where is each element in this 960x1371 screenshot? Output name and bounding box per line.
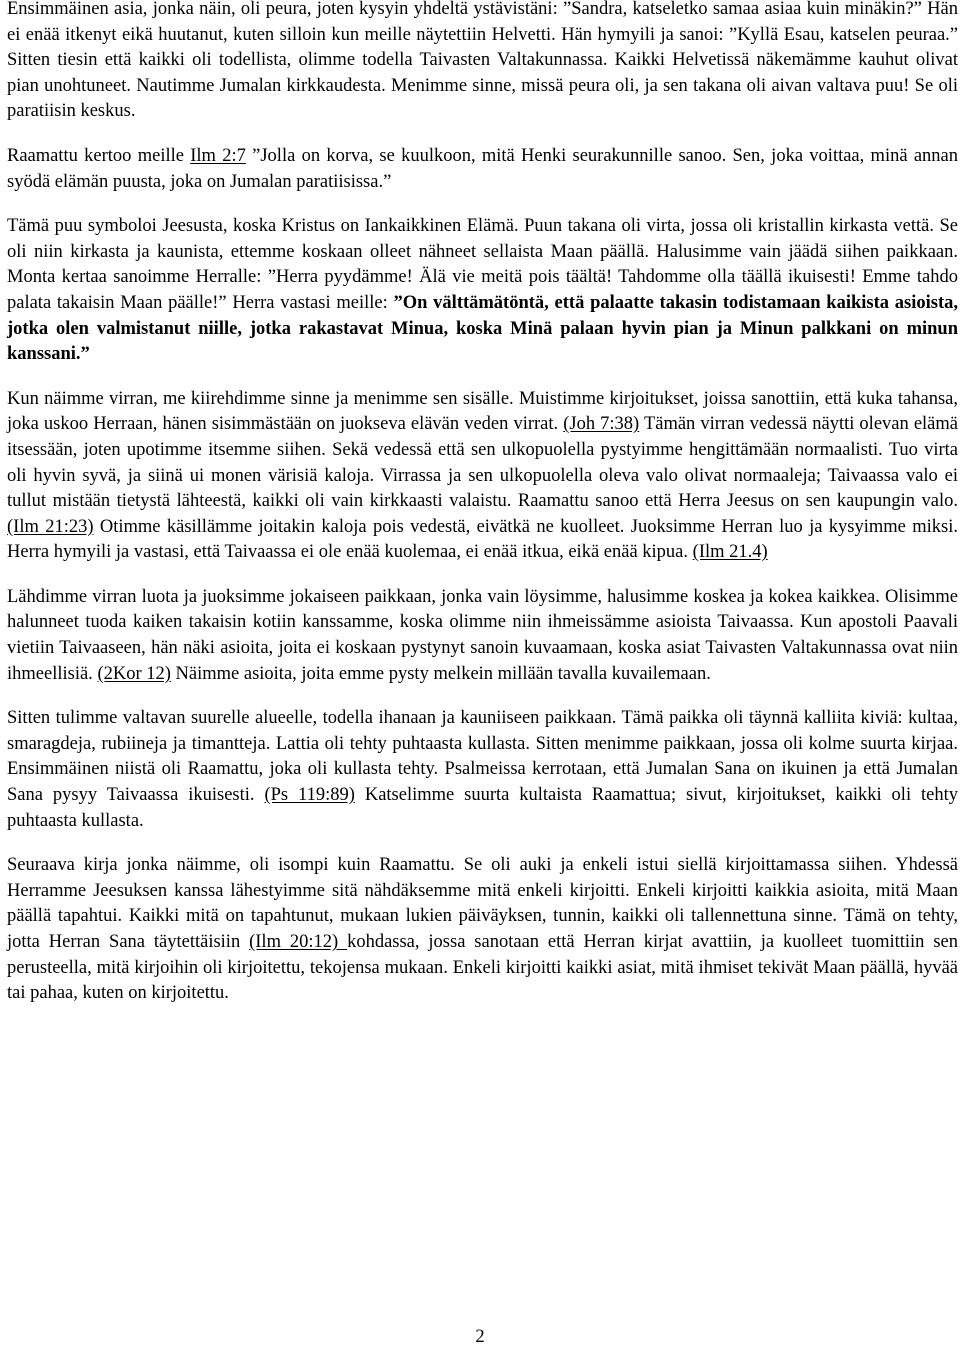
scripture-link-ilm-2-7[interactable]: Ilm 2:7: [190, 145, 246, 166]
paragraph-5-text-2: Näimme asioita, joita emme pysty melkein millään tavalla kuvailemaan.: [170, 663, 711, 684]
document-page: [7, 0, 958, 1026]
paragraph-1-text: Ensimmäinen asia, jonka näin, oli peura, joten kysyin yhdeltä ystävistäni: ”Sandra, katseletko samaa asiaa kuin minäkin?” Hän ei enää itkenyt eikä huutanut, kuten silloin kun meille näytettiin Helvetti. Hän hymyili ja sanoi: ”Kyllä Esau, katselen peuraa.” Sitten tiesin että kaikki oli todellista, olimme todella Taivasten Valtakunnassa. Kaikki Helvetissä näkemämme kauhut olivat pian unohtuneet. Nautimme Jumalan kirkkaudesta. Menimme sinne, missä peura oli, ja sen takana oli aivan valtava puu! Se oli paratiisin keskus.: [7, 0, 958, 122]
paragraph-5-text-1: Lähdimme virran luota ja juoksimme jokaiseen paikkaan, jonka vain löysimme, halusimme koskea ja kokea kaikkea. Olisimme halunneet tuoda kaiken takaisin kotiin kanssamme, koska olimme niin ihmeissämme asioista Taivaassa. Kun apostoli Paavali vietiin Taivaaseen, hän näki asioita, joita ei koskaan pystynyt sanoin kuvaamaan, koska asiat Taivasten Valtakunnassa ovat niin ihmeellisiä.: [7, 586, 958, 684]
paragraph-3-bold-quote: ”On välttämätöntä, että palaatte takasin todistamaan kaikista asioista, jotka olen valmistanut niille, jotka rakastavat Minua, koska Minä palaan hyvin pian ja Minun palkkani on minun kanssani.”: [7, 292, 958, 365]
scripture-link-ilm-21-23[interactable]: (Ilm 21:23): [7, 516, 94, 537]
paragraph-7-text-2: kohdassa, jossa sanotaan että Herran kirjat avattiin, ja kuolleet tuomittiin sen perusteella, mitä kirjoihin oli kirjoitettu, tekojensa mukaan. Enkeli kirjoitti kaikki asiat, mitä ihmiset tekivät Maan päällä, hyvää tai pahaa, kuten on kirjoitettu.: [7, 932, 958, 1004]
paragraph-2: [7, 144, 958, 195]
paragraph-6: [7, 706, 958, 834]
scripture-link-ilm-20-12[interactable]: (Ilm 20:12): [249, 932, 348, 952]
paragraph-4: [7, 387, 958, 566]
paragraph-2-text-after: ”Jolla on korva, se kuulkoon, mitä Henki seurakunnille sanoo. Sen, joka voittaa, minä annan syödä elämän puusta, joka on Jumalan paratiisissa.”: [7, 145, 958, 192]
paragraph-4-text-2: Tämän virran vedessä näytti olevan elämä itsessään, joten upotimme itsemme siihen. Sekä vedessä että sen ulkopuolella pystyimme hengittämään normaalisti. Tuo virta oli hyvin syvä, ja siinä ui monen värisiä kaloja. Virrassa ja sen ulkopuolella oleva valo olivat normaaleja; Taivaassa valo ei tullut mistään tietystä lähteestä, kaikki oli vain kirkkaasti valaistu. Raamattu sanoo että Herra Jeesus on sen kaupungin valo.: [7, 414, 958, 512]
paragraph-3-text: Tämä puu symboloi Jeesusta, koska Kristus on Iankaikkinen Elämä. Puun takana oli virta, jossa oli kristallin kirkasta vettä. Se oli niin kirkasta ja kaunista, ettemme koskaan olleet nähneet sellaista Maan päällä. Halusimme vain jäädä siihen paikkaan. Monta kertaa sanoimme Herralle: ”Herra pyydämme! Älä vie meitä pois täältä! Tahdomme olla täällä ikuisesti! Emme tahdo palata takaisin Maan päälle!” Herra vastasi meille:: [7, 216, 958, 313]
paragraph-7-text-1: Seuraava kirja jonka näimme, oli isompi kuin Raamattu. Se oli auki ja enkeli istui siellä kirjoittamassa siihen. Yhdessä Herramme Jeesuksen kanssa lähestyimme sitä nähdäksemme mitä enkeli kirjoitti. Enkeli kirjoitti kaikkia asioita, mitä Maan päällä tapahtui. Kaikki mitä on tapahtunut, mukaan lukien päiväyksen, tunnin, kaikki oli tallennettuna sinne. Tämä on tehty, jotta Herran Sana täytettäisiin: [7, 855, 958, 952]
paragraph-2-text-before: Raamattu kertoo meille: [7, 145, 191, 166]
paragraph-4-text-3: Otimme käsillämme joitakin kaloja pois vedestä, eivätkä ne kuolleet. Juoksimme Herran luo ja kysyimme miksi. Herra hymyili ja vastasi, että Taivaassa ei ole enää kuolemaa, ei enää itkua, eikä enää kipua.: [7, 516, 958, 563]
paragraph-4-text-1: Kun näimme virran, me kiirehdimme sinne ja menimme sen sisälle. Muistimme kirjoitukset, joissa sanottiin, että kuka tahansa, joka uskoo Herraan, hänen sisimmästään on juokseva elävän veden virrat.: [7, 388, 958, 435]
paragraph-7: [7, 853, 958, 1007]
paragraph-3: [7, 214, 958, 368]
scripture-link-ilm-21-4[interactable]: (Ilm 21.4): [692, 542, 768, 563]
page-number: 2: [475, 1327, 485, 1347]
scripture-link-joh-7-38[interactable]: (Joh 7:38): [563, 414, 640, 435]
scripture-link-2kor-12[interactable]: (2Kor 12): [97, 663, 171, 684]
scripture-link-ps-119-89[interactable]: (Ps 119:89): [264, 785, 355, 806]
paragraph-6-text-2: Katselimme suurta kultaista Raamattua; sivut, kirjoitukset, kaikki oli tehty puhtaasta kullasta.: [7, 785, 959, 831]
paragraph-6-text-1: Sitten tulimme valtavan suurelle alueelle, todella ihanaan ja kauniiseen paikkaan. Tämä paikka oli täynnä kalliita kiviä: kultaa, smaragdeja, rubiineja ja timantteja. Lattia oli tehty puhtaasta kullasta. Sitten menimme paikkaan, jossa oli kolme suurta kirjaa. Ensimmäinen niistä oli Raamattu, joka oli kullasta tehty. Psalmeissa kerrotaan, että Jumalan Sana on ikuinen ja että Jumalan Sana pysyy Taivaassa ikuisesti.: [7, 708, 958, 806]
paragraph-5: [7, 585, 958, 687]
paragraph-1: [7, 0, 958, 125]
